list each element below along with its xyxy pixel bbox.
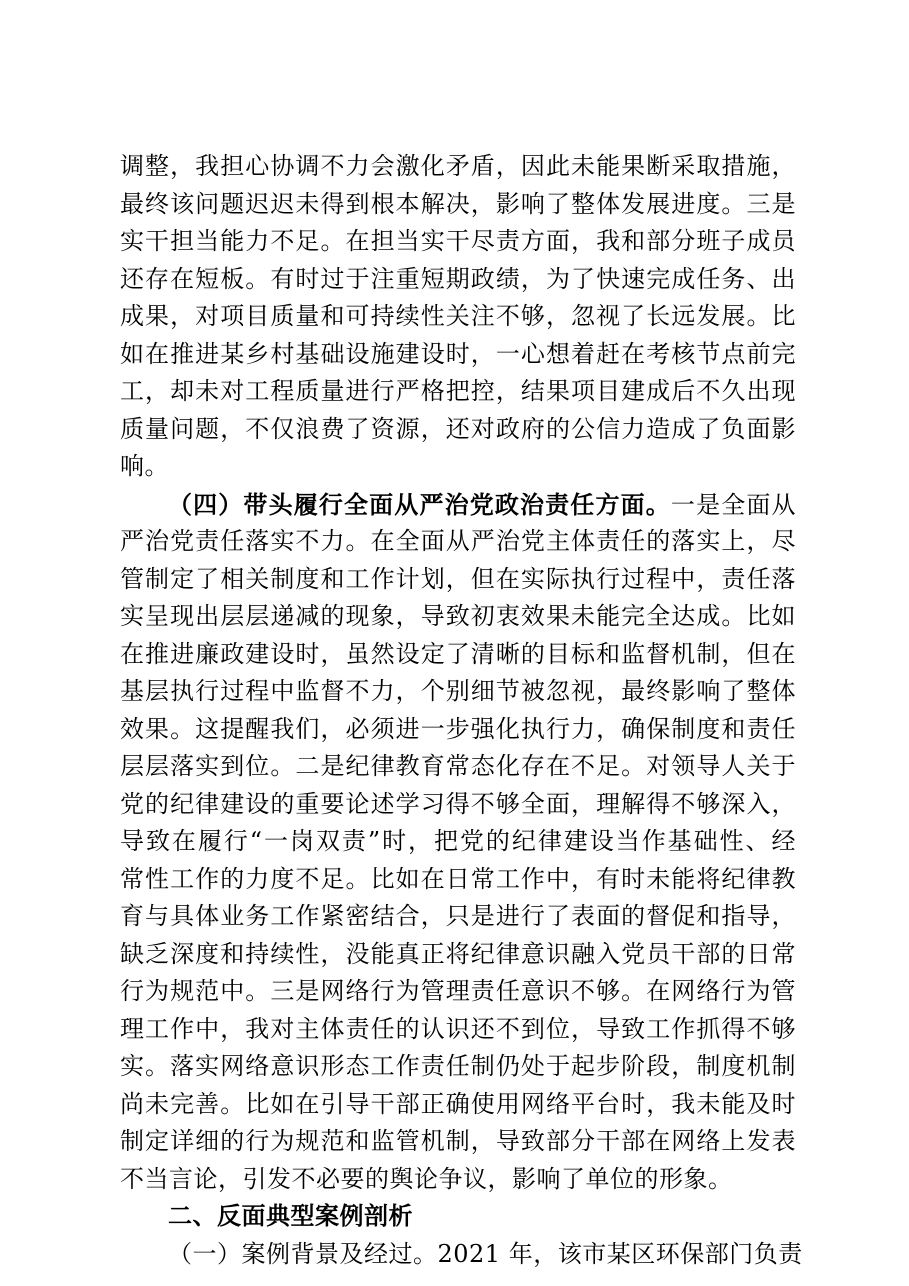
- paragraph-line: 层层落实到位。二是纪律教育常态化存在不足。对领导人关于: [120, 752, 796, 780]
- paragraph-line: 实呈现出层层递减的现象，导致初衷效果未能完全达成。比如: [120, 602, 796, 630]
- paragraph-line: 育与具体业务工作紧密结合，只是进行了表面的督促和指导，: [120, 902, 796, 930]
- paragraph-line: 在推进廉政建设时，虽然设定了清晰的目标和监督机制，但在: [120, 639, 796, 668]
- paragraph-line: 不当言论，引发不必要的舆论争议，影响了单位的形象。: [120, 1164, 733, 1193]
- case-first-line: [120, 1236, 803, 1274]
- case-heading: （一）案例背景及经过。: [168, 1239, 438, 1268]
- paragraph-line: 严治党责任落实不力。在全面从严治党主体责任的落实上，尽: [120, 527, 796, 555]
- section-four-heading: （四）带头履行全面从严治党政治责任方面。: [168, 489, 671, 519]
- body-text: [120, 148, 803, 1273]
- paragraph-line: 管制定了相关制度和工作计划，但在实际执行过程中，责任落: [120, 564, 796, 593]
- paragraph-line: 常性工作的力度不足。比如在日常工作中，有时未能将纪律教: [120, 864, 796, 893]
- paragraph-line: 如在推进某乡村基础设施建设时，一心想着赶在考核节点前完: [120, 339, 796, 368]
- paragraph-line: 成果，对项目质量和可持续性关注不够，忽视了长远发展。比: [120, 302, 796, 330]
- section-four-first-line: [120, 486, 796, 524]
- paragraph-line: 响。: [120, 452, 169, 480]
- paragraph-line: 效果。这提醒我们，必须进一步强化执行力，确保制度和责任: [120, 714, 796, 743]
- paragraph-line: 理工作中，我对主体责任的认识还不到位，导致工作抓得不够: [120, 1014, 796, 1043]
- paragraph-line: 工，却未对工程质量进行严格把控，结果项目建成后不久出现: [120, 377, 796, 405]
- section-two-heading: 二、反面典型案例剖析: [168, 1202, 413, 1230]
- paragraph-line: 导致在履行“一岗双责”时，把党的纪律建设当作基础性、经: [120, 827, 796, 855]
- paragraph-line: 党的纪律建设的重要论述学习得不够全面，理解得不够深入，: [120, 789, 796, 818]
- paragraph-line: 缺乏深度和持续性，没能真正将纪律意识融入党员干部的日常: [120, 939, 796, 968]
- case-first-line-text: 2021 年，该市某区环保部门负责: [437, 1239, 803, 1268]
- paragraph-line: 质量问题，不仅浪费了资源，还对政府的公信力造成了负面影: [120, 414, 796, 443]
- paragraph-line: 调整，我担心协调不力会激化矛盾，因此未能果断采取措施，: [120, 152, 796, 180]
- paragraph-line: 最终该问题迟迟未得到根本解决，影响了整体发展进度。三是: [120, 189, 796, 218]
- paragraph-line: 实干担当能力不足。在担当实干尽责方面，我和部分班子成员: [120, 227, 796, 255]
- paragraph-line: 基层执行过程中监督不力，个别细节被忽视，最终影响了整体: [120, 677, 796, 705]
- paragraph-line: 行为规范中。三是网络行为管理责任意识不够。在网络行为管: [120, 977, 796, 1005]
- section-four-first-line-text: 一是全面从: [670, 490, 797, 519]
- paragraph-line: 制定详细的行为规范和监管机制，导致部分干部在网络上发表: [120, 1127, 796, 1155]
- paragraph-line: 还存在短板。有时过于注重短期政绩，为了快速完成任务、出: [120, 264, 796, 293]
- paragraph-line: 实。落实网络意识形态工作责任制仍处于起步阶段，制度机制: [120, 1052, 796, 1080]
- paragraph-line: 尚未完善。比如在引导干部正确使用网络平台时，我未能及时: [120, 1089, 796, 1118]
